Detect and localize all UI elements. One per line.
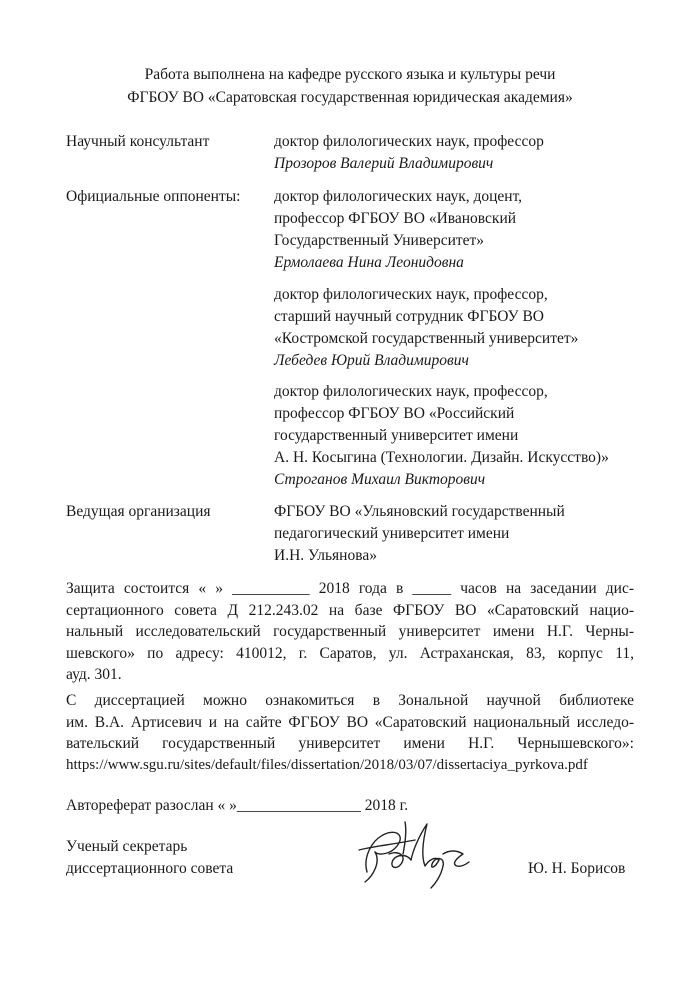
defense-line-5: ауд. 301. [66, 666, 122, 683]
defense-line-2: сертационного совета Д 212.243.02 на базе ФГБОУ ВО «Саратовский нацио- [66, 601, 634, 619]
dispatch-text: Автореферат разослан « »________________ 2018 г. [66, 797, 409, 814]
secretary-title-line-2: диссертационного совета [66, 860, 234, 877]
consultant-name: Прозоров Валерий Владимирович [274, 155, 494, 172]
opponent-1-line-1: доктор филологических наук, доцент, [274, 188, 523, 205]
secretary-name: Ю. Н. Борисов [528, 860, 626, 877]
library-line-1: С диссертацией можно ознакомиться в Зональной научной библиотеке [66, 692, 634, 709]
opponent-1-line-2: профессор ФГБОУ ВО «Ивановский [274, 210, 517, 227]
defense-line-3: нальный исследовательский государственный университет имени Н.Г. Черны- [66, 623, 634, 640]
opponent-1-name: Ермолаева Нина Леонидовна [274, 254, 464, 271]
opponent-2-line-3: «Костромской государственный университет» [274, 330, 579, 347]
defense-paragraph [66, 578, 634, 686]
defense-line-1: Защита состоится « » __________ 2018 года в _____ часов на заседании дис- [66, 580, 634, 597]
leading-org-line-1: ФГБОУ ВО «Ульяновский государственный [274, 503, 565, 520]
header-line-1: Работа выполнена на кафедре русского языка и культуры речи [144, 66, 556, 83]
defense-line-4: шевского» по адресу: 410012, г. Саратов, ул. Астраханская, 83, корпус 11, [66, 644, 634, 662]
opponent-2-line-1: доктор филологических наук, профессор, [274, 286, 548, 303]
library-url[interactable]: https://www.sgu.ru/sites/default/files/dissertation/2018/03/07/dissertaciya_pyrkova.pdf [66, 756, 588, 773]
opponents-label: Официальные оппоненты: [66, 188, 241, 205]
header-line-2: ФГБОУ ВО «Саратовская государственная юридическая академия» [127, 89, 573, 106]
library-line-3: вательский государственный университет имени Н.Г. Чернышевского»: [66, 735, 634, 752]
opponent-2-line-2: старший научный сотрудник ФГБОУ ВО [274, 308, 544, 325]
opponent-3-name: Строганов Михаил Викторович [274, 471, 486, 488]
opponent-1-line-3: Государственный Университет» [274, 232, 485, 249]
opponent-3-line-2: профессор ФГБОУ ВО «Российский [274, 405, 515, 422]
leading-org-label: Ведущая организация [66, 503, 211, 520]
leading-org-line-2: педагогический университет имени [274, 525, 510, 542]
consultant-label: Научный консультант [66, 133, 210, 150]
opponent-2-name: Лебедев Юрий Владимирович [274, 352, 469, 369]
library-line-2: им. В.А. Артисевич и на сайте ФГБОУ ВО «Саратовский национальный исследо- [66, 713, 634, 731]
opponent-3-line-1: доктор филологических наук, профессор, [274, 383, 548, 400]
secretary-title-line-1: Ученый секретарь [66, 838, 188, 855]
leading-org-line-3: И.Н. Ульянова» [274, 547, 377, 564]
opponent-3-line-3: государственный университет имени [274, 427, 519, 444]
library-paragraph [66, 690, 634, 776]
signature-image [345, 810, 475, 890]
consultant-degree: доктор филологических наук, профессор [274, 133, 544, 150]
opponent-3-line-4: А. Н. Косыгина (Технологии. Дизайн. Искусство)» [274, 449, 609, 466]
